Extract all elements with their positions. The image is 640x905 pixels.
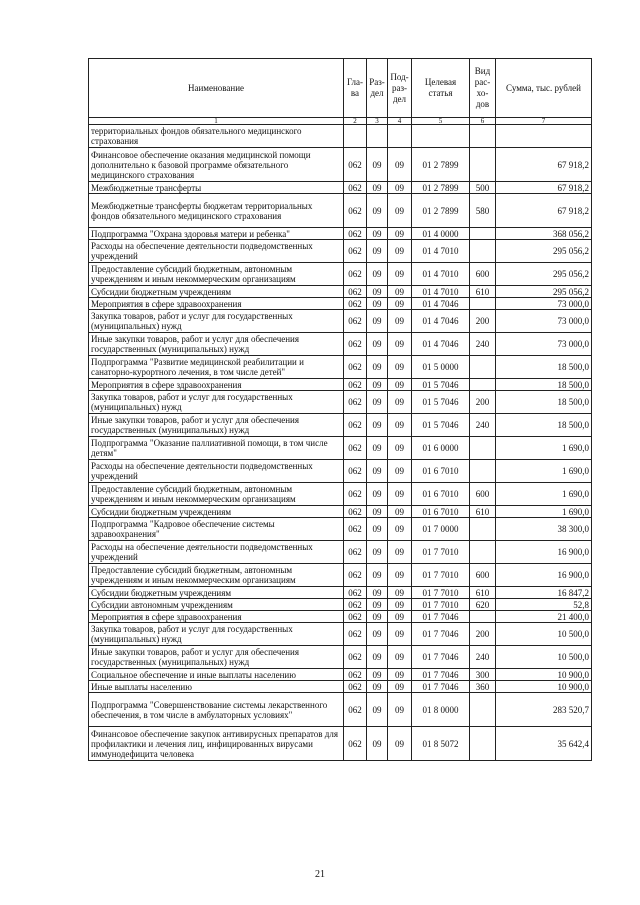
- cell-name: Мероприятия в сфере здравоохранения: [89, 379, 344, 391]
- cell-vid-rashodov: [470, 356, 496, 379]
- cell-glava: 062: [344, 518, 367, 541]
- cell-celevaya-statya: 01 7 7010: [412, 541, 470, 564]
- header-podrazdel: Под-раз-дел: [388, 59, 412, 118]
- cell-podrazdel: 09: [388, 646, 412, 669]
- cell-glava: 062: [344, 727, 367, 761]
- cell-podrazdel: 09: [388, 518, 412, 541]
- cell-celevaya-statya: 01 7 7010: [412, 587, 470, 599]
- cell-celevaya-statya: 01 6 7010: [412, 460, 470, 483]
- cell-razdel: 09: [367, 693, 388, 727]
- table-row: [89, 727, 592, 761]
- cell-celevaya-statya: 01 5 0000: [412, 356, 470, 379]
- cell-summa: 283 520,7: [496, 693, 592, 727]
- cell-name: Межбюджетные трансферты бюджетам территориальных фондов обязательного медицинского страхования: [89, 194, 344, 228]
- table-row: [89, 599, 592, 611]
- budget-table: [88, 58, 592, 761]
- cell-podrazdel: 09: [388, 681, 412, 693]
- cell-glava: 062: [344, 564, 367, 587]
- cell-celevaya-statya: 01 2 7899: [412, 182, 470, 194]
- cell-vid-rashodov: 610: [470, 587, 496, 599]
- cell-name: Субсидии автономным учреждениям: [89, 599, 344, 611]
- cell-summa: 16 900,0: [496, 541, 592, 564]
- cell-vid-rashodov: 620: [470, 599, 496, 611]
- column-number: 5: [412, 118, 470, 125]
- cell-name: Субсидии бюджетным учреждениям: [89, 286, 344, 298]
- cell-razdel: 09: [367, 564, 388, 587]
- cell-celevaya-statya: 01 7 7010: [412, 599, 470, 611]
- cell-glava: 062: [344, 437, 367, 460]
- cell-name: Мероприятия в сфере здравоохранения: [89, 611, 344, 623]
- table-row: [89, 240, 592, 263]
- cell-glava: 062: [344, 391, 367, 414]
- cell-glava: 062: [344, 611, 367, 623]
- cell-name: Финансовое обеспечение закупок антивирусных препаратов для профилактики и лечения лиц, инфицированных вирусами иммунодефицита человека: [89, 727, 344, 761]
- cell-celevaya-statya: 01 5 7046: [412, 414, 470, 437]
- cell-razdel: 09: [367, 460, 388, 483]
- cell-vid-rashodov: [470, 228, 496, 240]
- cell-celevaya-statya: 01 2 7899: [412, 148, 470, 182]
- cell-razdel: 09: [367, 182, 388, 194]
- cell-celevaya-statya: 01 6 7010: [412, 483, 470, 506]
- table-row: [89, 125, 592, 148]
- cell-name: Иные закупки товаров, работ и услуг для обеспечения государственных (муниципальных) нужд: [89, 646, 344, 669]
- cell-glava: 062: [344, 599, 367, 611]
- cell-summa: 10 900,0: [496, 681, 592, 693]
- cell-razdel: 09: [367, 518, 388, 541]
- cell-name: Предоставление субсидий бюджетным, автономным учреждениям и иным некоммерческим организациям: [89, 564, 344, 587]
- cell-razdel: 09: [367, 298, 388, 310]
- cell-podrazdel: 09: [388, 263, 412, 286]
- cell-name: Закупка товаров, работ и услуг для государственных (муниципальных) нужд: [89, 623, 344, 646]
- table-row: [89, 483, 592, 506]
- table-row: [89, 298, 592, 310]
- cell-summa: 295 056,2: [496, 286, 592, 298]
- column-number: 7: [496, 118, 592, 125]
- cell-vid-rashodov: [470, 727, 496, 761]
- cell-podrazdel: 09: [388, 310, 412, 333]
- cell-vid-rashodov: 200: [470, 310, 496, 333]
- cell-summa: 1 690,0: [496, 506, 592, 518]
- cell-summa: 10 500,0: [496, 623, 592, 646]
- cell-vid-rashodov: [470, 437, 496, 460]
- cell-glava: 062: [344, 460, 367, 483]
- cell-name: Социальное обеспечение и иные выплаты населению: [89, 669, 344, 681]
- cell-name: Иные закупки товаров, работ и услуг для обеспечения государственных (муниципальных) нужд: [89, 333, 344, 356]
- cell-razdel: 09: [367, 263, 388, 286]
- cell-celevaya-statya: [412, 125, 470, 148]
- cell-vid-rashodov: 360: [470, 681, 496, 693]
- cell-vid-rashodov: [470, 298, 496, 310]
- cell-summa: 21 400,0: [496, 611, 592, 623]
- cell-podrazdel: 09: [388, 506, 412, 518]
- cell-summa: 73 000,0: [496, 333, 592, 356]
- cell-summa: 67 918,2: [496, 194, 592, 228]
- cell-celevaya-statya: 01 6 0000: [412, 437, 470, 460]
- cell-celevaya-statya: 01 4 7010: [412, 286, 470, 298]
- cell-glava: 062: [344, 310, 367, 333]
- cell-razdel: 09: [367, 228, 388, 240]
- cell-razdel: 09: [367, 310, 388, 333]
- cell-razdel: 09: [367, 506, 388, 518]
- cell-vid-rashodov: 500: [470, 182, 496, 194]
- cell-razdel: 09: [367, 414, 388, 437]
- table-row: [89, 646, 592, 669]
- cell-glava: 062: [344, 483, 367, 506]
- cell-vid-rashodov: [470, 240, 496, 263]
- cell-razdel: 09: [367, 599, 388, 611]
- cell-name: Расходы на обеспечение деятельности подведомственных учреждений: [89, 460, 344, 483]
- cell-name: Подпрограмма "Развитие медицинской реабилитации и санаторно-курортного лечения, в том числе детей": [89, 356, 344, 379]
- cell-summa: 38 300,0: [496, 518, 592, 541]
- cell-glava: 062: [344, 379, 367, 391]
- cell-celevaya-statya: 01 7 7046: [412, 611, 470, 623]
- cell-podrazdel: 09: [388, 286, 412, 298]
- cell-razdel: 09: [367, 286, 388, 298]
- cell-vid-rashodov: 200: [470, 391, 496, 414]
- header-glava: Гла-ва: [344, 59, 367, 118]
- cell-razdel: 09: [367, 379, 388, 391]
- cell-name: Предоставление субсидий бюджетным, автономным учреждениям и иным некоммерческим организациям: [89, 263, 344, 286]
- cell-podrazdel: 09: [388, 182, 412, 194]
- header-summa: Сумма, тыс. рублей: [496, 59, 592, 118]
- cell-vid-rashodov: 610: [470, 286, 496, 298]
- cell-podrazdel: 09: [388, 460, 412, 483]
- cell-vid-rashodov: [470, 541, 496, 564]
- header-row: [89, 59, 592, 118]
- cell-name: Подпрограмма "Оказание паллиативной помощи, в том числе детям": [89, 437, 344, 460]
- table-row: [89, 228, 592, 240]
- cell-name: Закупка товаров, работ и услуг для государственных (муниципальных) нужд: [89, 310, 344, 333]
- cell-name: Межбюджетные трансферты: [89, 182, 344, 194]
- table-row: [89, 611, 592, 623]
- column-number-row: [89, 118, 592, 125]
- cell-razdel: 09: [367, 669, 388, 681]
- table-row: [89, 518, 592, 541]
- cell-celevaya-statya: 01 7 7046: [412, 623, 470, 646]
- cell-glava: 062: [344, 286, 367, 298]
- table-row: [89, 437, 592, 460]
- cell-glava: [344, 125, 367, 148]
- cell-celevaya-statya: 01 8 5072: [412, 727, 470, 761]
- cell-summa: 295 056,2: [496, 240, 592, 263]
- cell-summa: 18 500,0: [496, 391, 592, 414]
- cell-vid-rashodov: 240: [470, 414, 496, 437]
- cell-razdel: 09: [367, 623, 388, 646]
- cell-celevaya-statya: 01 2 7899: [412, 194, 470, 228]
- cell-vid-rashodov: 580: [470, 194, 496, 228]
- table-row: [89, 148, 592, 182]
- cell-celevaya-statya: 01 7 7046: [412, 681, 470, 693]
- cell-podrazdel: 09: [388, 194, 412, 228]
- cell-summa: 10 900,0: [496, 669, 592, 681]
- table-header: [89, 59, 592, 125]
- cell-name: территориальных фондов обязательного медицинского страхования: [89, 125, 344, 148]
- cell-vid-rashodov: 300: [470, 669, 496, 681]
- cell-vid-rashodov: [470, 460, 496, 483]
- cell-summa: 1 690,0: [496, 437, 592, 460]
- cell-vid-rashodov: [470, 125, 496, 148]
- cell-vid-rashodov: 600: [470, 263, 496, 286]
- cell-glava: 062: [344, 182, 367, 194]
- cell-vid-rashodov: 610: [470, 506, 496, 518]
- table-row: [89, 356, 592, 379]
- cell-razdel: 09: [367, 148, 388, 182]
- cell-name: Подпрограмма "Кадровое обеспечение системы здравоохранения": [89, 518, 344, 541]
- cell-podrazdel: 09: [388, 611, 412, 623]
- cell-summa: 73 000,0: [496, 298, 592, 310]
- cell-razdel: 09: [367, 587, 388, 599]
- table-row: [89, 414, 592, 437]
- column-number: 1: [89, 118, 344, 125]
- cell-razdel: 09: [367, 541, 388, 564]
- cell-name: Иные выплаты населению: [89, 681, 344, 693]
- cell-glava: 062: [344, 587, 367, 599]
- cell-podrazdel: 09: [388, 333, 412, 356]
- cell-razdel: 09: [367, 391, 388, 414]
- cell-glava: 062: [344, 669, 367, 681]
- cell-vid-rashodov: [470, 148, 496, 182]
- cell-celevaya-statya: 01 4 0000: [412, 228, 470, 240]
- cell-vid-rashodov: 200: [470, 623, 496, 646]
- cell-summa: 67 918,2: [496, 182, 592, 194]
- cell-celevaya-statya: 01 5 7046: [412, 391, 470, 414]
- cell-glava: 062: [344, 148, 367, 182]
- table-row: [89, 669, 592, 681]
- cell-podrazdel: 09: [388, 437, 412, 460]
- column-number: 3: [367, 118, 388, 125]
- cell-vid-rashodov: 600: [470, 483, 496, 506]
- cell-summa: 10 500,0: [496, 646, 592, 669]
- cell-podrazdel: 09: [388, 414, 412, 437]
- cell-celevaya-statya: 01 4 7046: [412, 333, 470, 356]
- cell-podrazdel: 09: [388, 541, 412, 564]
- cell-glava: 062: [344, 414, 367, 437]
- cell-summa: 35 642,4: [496, 727, 592, 761]
- cell-podrazdel: 09: [388, 727, 412, 761]
- table-row: [89, 310, 592, 333]
- cell-name: Расходы на обеспечение деятельности подведомственных учреждений: [89, 240, 344, 263]
- cell-podrazdel: 09: [388, 379, 412, 391]
- cell-razdel: 09: [367, 611, 388, 623]
- cell-summa: 368 056,2: [496, 228, 592, 240]
- cell-podrazdel: 09: [388, 669, 412, 681]
- cell-podrazdel: [388, 125, 412, 148]
- cell-glava: 062: [344, 263, 367, 286]
- cell-podrazdel: 09: [388, 623, 412, 646]
- cell-name: Предоставление субсидий бюджетным, автономным учреждениям и иным некоммерческим организациям: [89, 483, 344, 506]
- cell-podrazdel: 09: [388, 599, 412, 611]
- table-row: [89, 182, 592, 194]
- cell-razdel: 09: [367, 437, 388, 460]
- cell-razdel: 09: [367, 240, 388, 263]
- column-number: 6: [470, 118, 496, 125]
- cell-podrazdel: 09: [388, 693, 412, 727]
- cell-name: Субсидии бюджетным учреждениям: [89, 506, 344, 518]
- cell-glava: 062: [344, 333, 367, 356]
- cell-summa: 18 500,0: [496, 379, 592, 391]
- table-row: [89, 541, 592, 564]
- cell-razdel: 09: [367, 194, 388, 228]
- cell-summa: [496, 125, 592, 148]
- cell-podrazdel: 09: [388, 564, 412, 587]
- cell-glava: 062: [344, 693, 367, 727]
- cell-celevaya-statya: 01 5 7046: [412, 379, 470, 391]
- cell-name: Финансовое обеспечение оказания медицинской помощи дополнительно к базовой программе обязательного медицинского страхования: [89, 148, 344, 182]
- cell-summa: 16 900,0: [496, 564, 592, 587]
- cell-celevaya-statya: 01 7 0000: [412, 518, 470, 541]
- cell-celevaya-statya: 01 7 7046: [412, 646, 470, 669]
- table-row: [89, 263, 592, 286]
- cell-glava: 062: [344, 194, 367, 228]
- cell-razdel: 09: [367, 681, 388, 693]
- cell-glava: 062: [344, 506, 367, 518]
- table-row: [89, 379, 592, 391]
- header-name: Наименование: [89, 59, 344, 118]
- page-number: 21: [315, 869, 325, 880]
- cell-vid-rashodov: [470, 379, 496, 391]
- cell-podrazdel: 09: [388, 483, 412, 506]
- cell-vid-rashodov: [470, 518, 496, 541]
- cell-celevaya-statya: 01 7 7046: [412, 669, 470, 681]
- cell-summa: 18 500,0: [496, 356, 592, 379]
- cell-vid-rashodov: 240: [470, 646, 496, 669]
- cell-glava: 062: [344, 646, 367, 669]
- cell-celevaya-statya: 01 7 7010: [412, 564, 470, 587]
- cell-name: Подпрограмма "Охрана здоровья матери и ребенка": [89, 228, 344, 240]
- column-number: 2: [344, 118, 367, 125]
- cell-name: Субсидии бюджетным учреждениям: [89, 587, 344, 599]
- cell-celevaya-statya: 01 8 0000: [412, 693, 470, 727]
- cell-name: Подпрограмма "Совершенствование системы лекарственного обеспечения, в том числе в амбулаторных условиях": [89, 693, 344, 727]
- cell-summa: 1 690,0: [496, 483, 592, 506]
- table-row: [89, 194, 592, 228]
- cell-razdel: 09: [367, 356, 388, 379]
- column-number: 4: [388, 118, 412, 125]
- cell-vid-rashodov: [470, 611, 496, 623]
- table-row: [89, 506, 592, 518]
- table-row: [89, 587, 592, 599]
- cell-summa: 295 056,2: [496, 263, 592, 286]
- table-row: [89, 693, 592, 727]
- cell-vid-rashodov: 600: [470, 564, 496, 587]
- table-row: [89, 333, 592, 356]
- cell-summa: 73 000,0: [496, 310, 592, 333]
- cell-podrazdel: 09: [388, 391, 412, 414]
- header-celevaya-statya: Целевая статья: [412, 59, 470, 118]
- cell-podrazdel: 09: [388, 240, 412, 263]
- cell-summa: 18 500,0: [496, 414, 592, 437]
- cell-name: Иные закупки товаров, работ и услуг для обеспечения государственных (муниципальных) нужд: [89, 414, 344, 437]
- cell-glava: 062: [344, 541, 367, 564]
- cell-podrazdel: 09: [388, 148, 412, 182]
- cell-summa: 1 690,0: [496, 460, 592, 483]
- table-row: [89, 623, 592, 646]
- cell-summa: 52,8: [496, 599, 592, 611]
- cell-glava: 062: [344, 623, 367, 646]
- cell-celevaya-statya: 01 4 7046: [412, 298, 470, 310]
- cell-glava: 062: [344, 298, 367, 310]
- cell-glava: 062: [344, 228, 367, 240]
- cell-glava: 062: [344, 681, 367, 693]
- table-row: [89, 564, 592, 587]
- table-body: [89, 125, 592, 761]
- cell-razdel: [367, 125, 388, 148]
- cell-celevaya-statya: 01 4 7046: [412, 310, 470, 333]
- table-row: [89, 286, 592, 298]
- cell-razdel: 09: [367, 646, 388, 669]
- cell-podrazdel: 09: [388, 298, 412, 310]
- cell-name: Закупка товаров, работ и услуг для государственных (муниципальных) нужд: [89, 391, 344, 414]
- cell-podrazdel: 09: [388, 587, 412, 599]
- cell-vid-rashodov: 240: [470, 333, 496, 356]
- cell-summa: 67 918,2: [496, 148, 592, 182]
- table-row: [89, 391, 592, 414]
- cell-podrazdel: 09: [388, 228, 412, 240]
- cell-celevaya-statya: 01 4 7010: [412, 263, 470, 286]
- cell-razdel: 09: [367, 727, 388, 761]
- header-vid-rashodov: Вид рас-хо-дов: [470, 59, 496, 118]
- cell-razdel: 09: [367, 483, 388, 506]
- table-row: [89, 460, 592, 483]
- cell-name: Расходы на обеспечение деятельности подведомственных учреждений: [89, 541, 344, 564]
- header-razdel: Раз-дел: [367, 59, 388, 118]
- cell-celevaya-statya: 01 6 7010: [412, 506, 470, 518]
- cell-podrazdel: 09: [388, 356, 412, 379]
- cell-celevaya-statya: 01 4 7010: [412, 240, 470, 263]
- cell-name: Мероприятия в сфере здравоохранения: [89, 298, 344, 310]
- cell-vid-rashodov: [470, 693, 496, 727]
- cell-summa: 16 847,2: [496, 587, 592, 599]
- cell-razdel: 09: [367, 333, 388, 356]
- table-row: [89, 681, 592, 693]
- cell-glava: 062: [344, 356, 367, 379]
- cell-glava: 062: [344, 240, 367, 263]
